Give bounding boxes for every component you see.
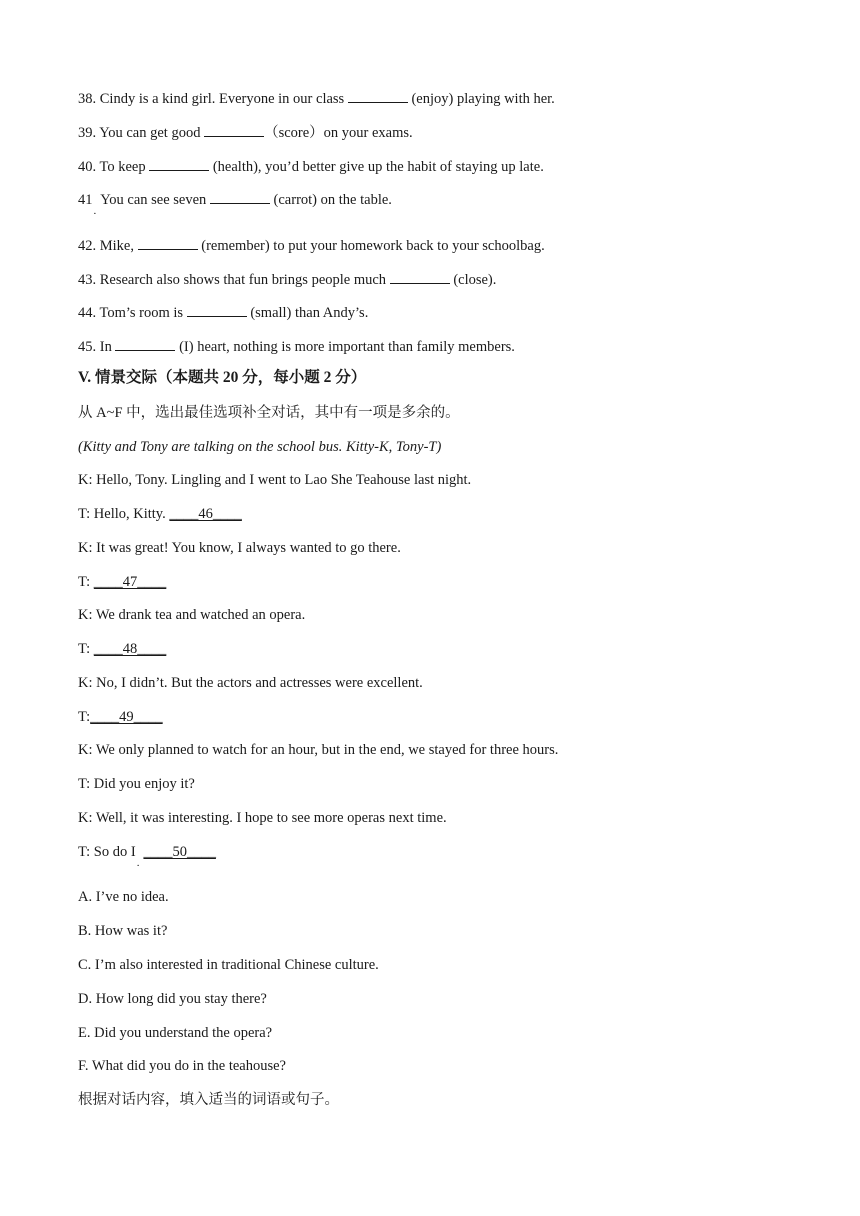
question-number: 44.	[78, 305, 97, 321]
question-38: 38. Cindy is a kind girl. Everyone in our class (enjoy) playing with her.	[78, 88, 555, 108]
option-b: B. How was it?	[78, 923, 168, 939]
option-a: A. I’ve no idea.	[78, 889, 169, 905]
dialogue-line: T: So do $I_.\_\_\_\_50\_\_\_\_$	[78, 844, 216, 869]
question-number: 39.	[78, 125, 97, 141]
answer-blank[interactable]	[210, 189, 270, 204]
dialogue-line: K: It was great! You know, I always wanted to go there.	[78, 540, 401, 556]
option-e: E. Did you understand the opera?	[78, 1025, 273, 1041]
dialogue-line: K: Hello, Tony. Lingling and I went to Lao She Teahouse last night.	[78, 472, 472, 488]
answer-blank-46[interactable]: ____46____	[169, 506, 242, 522]
question-number: 45.	[78, 339, 97, 355]
section-heading: V. 情景交际（本题共 20 分，每小题 2 分）	[78, 369, 367, 386]
question-number: 40.	[78, 159, 97, 175]
question-43: 43. Research also shows that fun brings people much (close).	[78, 269, 496, 289]
answer-blank-48[interactable]: ____48____	[93, 641, 167, 657]
question-number: 43.	[78, 272, 97, 288]
answer-blank[interactable]	[390, 269, 450, 284]
dialogue-line: T: Hello, Kitty. ____46____	[78, 506, 242, 522]
option-c: C. I’m also interested in traditional Chinese culture.	[78, 957, 379, 973]
dialogue-line: K: We drank tea and watched an opera.	[78, 607, 306, 623]
question-42: 42. Mike, (remember) to put your homework back to your schoolbag.	[78, 235, 545, 255]
dialogue-line: K: No, I didn’t. But the actors and actresses were excellent.	[78, 675, 423, 691]
answer-blank[interactable]	[187, 302, 247, 317]
question-number: 41	[78, 192, 93, 208]
dialogue-line: T: ____48____	[78, 641, 167, 657]
answer-blank[interactable]	[204, 122, 264, 137]
question-number: 38.	[78, 91, 97, 107]
section-instruction: 从 A~F 中，选出最佳选项补全对话，其中有一项是多余的。	[78, 405, 460, 421]
question-45: 45. In (I) heart, nothing is more important than family members.	[78, 336, 515, 356]
question-44: 44. Tom’s room is (small) than Andy’s.	[78, 302, 368, 322]
question-41: $41_.You$ can see seven (carrot) on the table.	[78, 189, 392, 210]
dialogue-line: T: ____47____	[78, 574, 167, 590]
option-f: F. What did you do in the teahouse?	[78, 1058, 286, 1074]
dialogue-context: (Kitty and Tony are talking on the school bus. Kitty-K, Tony-T)	[78, 439, 442, 455]
dialogue-line: T: Did you enjoy it?	[78, 776, 195, 792]
answer-blank[interactable]	[149, 156, 209, 171]
answer-blank[interactable]	[138, 235, 198, 250]
dialogue-line: K: Well, it was interesting. I hope to see more operas next time.	[78, 810, 447, 826]
question-40: 40. To keep (health), you’d better give up the habit of staying up late.	[78, 156, 544, 176]
question-39: 39. You can get good （score）on your exams.	[78, 122, 413, 142]
dialogue-line: T:____49____	[78, 709, 163, 725]
answer-blank-49[interactable]: ____49____	[90, 709, 163, 725]
final-instruction: 根据对话内容，填入适当的词语或句子。	[78, 1092, 339, 1108]
option-d: D. How long did you stay there?	[78, 991, 267, 1007]
answer-blank[interactable]	[115, 336, 175, 351]
answer-blank[interactable]	[348, 88, 408, 103]
answer-blank-50[interactable]: ____50____	[143, 844, 216, 860]
answer-blank-47[interactable]: ____47____	[93, 574, 167, 590]
dialogue-line: K: We only planned to watch for an hour, but in the end, we stayed for three hours.	[78, 742, 559, 758]
question-number: 42.	[78, 238, 97, 254]
